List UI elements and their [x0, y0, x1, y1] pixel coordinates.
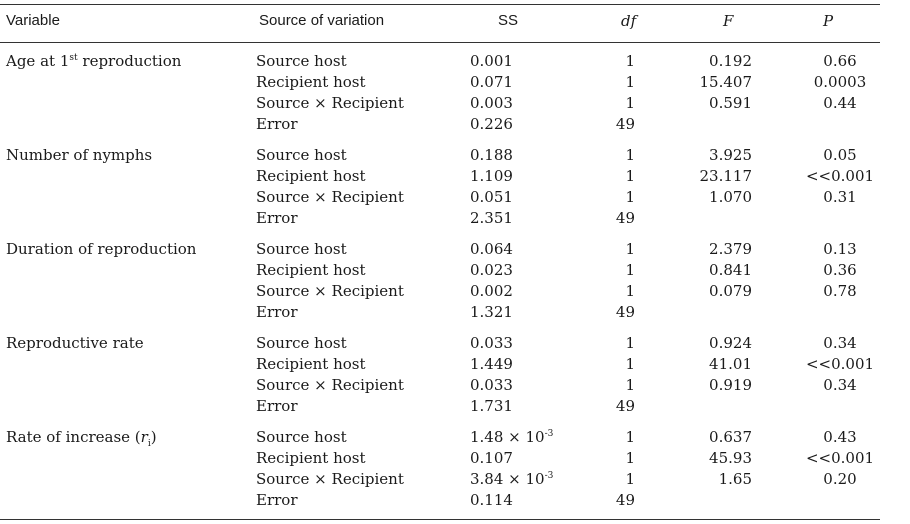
- df-cell: 1: [625, 376, 635, 394]
- source-cell: Source host: [256, 428, 347, 446]
- ss-value: 0.033: [470, 376, 513, 394]
- ss-value: 3.84 × 10: [470, 470, 545, 488]
- f-cell: 2.379: [709, 240, 752, 258]
- ss-value: 1.321: [470, 303, 513, 321]
- df-cell: 1: [625, 470, 635, 488]
- source-cell: Source × Recipient: [256, 376, 404, 394]
- variable-label-superscript: st: [69, 53, 78, 63]
- ss-cell: [470, 449, 513, 467]
- variable-label: [6, 428, 157, 449]
- ss-value: 1.449: [470, 355, 513, 373]
- p-cell: <<0.001: [805, 355, 875, 373]
- ss-cell: [470, 491, 513, 509]
- f-cell: 45.93: [709, 449, 752, 467]
- variable-label: [6, 334, 144, 352]
- f-cell: 0.192: [709, 52, 752, 70]
- source-cell: Error: [256, 209, 298, 227]
- variable-label-text: Reproductive rate: [6, 334, 144, 352]
- ss-cell: [470, 115, 513, 133]
- variable-label-tail: reproduction: [77, 52, 182, 70]
- source-cell: Recipient host: [256, 167, 366, 185]
- ss-value: 0.114: [470, 491, 513, 509]
- ss-value: 1.731: [470, 397, 513, 415]
- df-cell: 1: [625, 167, 635, 185]
- f-cell: 0.924: [709, 334, 752, 352]
- df-cell: 1: [625, 240, 635, 258]
- df-cell: 1: [625, 94, 635, 112]
- df-cell: 49: [615, 303, 635, 321]
- f-cell: 1.65: [718, 470, 752, 488]
- variable-label-text: Duration of reproduction: [6, 240, 197, 258]
- source-cell: Source × Recipient: [256, 94, 404, 112]
- df-cell: 1: [625, 428, 635, 446]
- ss-value: 0.033: [470, 334, 513, 352]
- f-cell: 0.841: [709, 261, 752, 279]
- ss-cell: [470, 470, 553, 488]
- ss-value: 0.071: [470, 73, 513, 91]
- df-cell: 49: [615, 115, 635, 133]
- variable-label-text: Rate of increase (: [6, 428, 141, 446]
- ss-value: 0.107: [470, 449, 513, 467]
- ss-cell: [470, 240, 513, 258]
- df-cell: 49: [615, 491, 635, 509]
- ss-value: 0.051: [470, 188, 513, 206]
- source-cell: Recipient host: [256, 355, 366, 373]
- source-cell: Source host: [256, 146, 347, 164]
- source-cell: Recipient host: [256, 261, 366, 279]
- ss-value: 1.109: [470, 167, 513, 185]
- variable-label-subscript: i: [147, 439, 151, 449]
- header-p: P: [823, 12, 834, 30]
- f-cell: 0.079: [709, 282, 752, 300]
- bottom-rule: [0, 519, 880, 520]
- ss-value: 1.48 × 10: [470, 428, 545, 446]
- source-cell: Error: [256, 491, 298, 509]
- source-cell: Source host: [256, 52, 347, 70]
- df-cell: 1: [625, 73, 635, 91]
- ss-value: 0.188: [470, 146, 513, 164]
- variable-label-text: Number of nymphs: [6, 146, 153, 164]
- header-ss: SS: [498, 12, 519, 29]
- p-cell: <<0.001: [805, 449, 875, 467]
- variable-label-text: Age at 1: [6, 52, 70, 70]
- p-cell: 0.34: [823, 334, 857, 352]
- header-source: Source of variation: [259, 12, 385, 29]
- ss-value: 0.226: [470, 115, 513, 133]
- p-cell: 0.31: [823, 188, 857, 206]
- f-cell: 23.117: [699, 167, 752, 185]
- source-cell: Source × Recipient: [256, 188, 404, 206]
- ss-value: 0.023: [470, 261, 513, 279]
- header-df: df: [621, 12, 637, 30]
- ss-cell: [470, 261, 513, 279]
- p-cell: 0.0003: [813, 73, 867, 91]
- df-cell: 1: [625, 261, 635, 279]
- f-cell: 3.925: [709, 146, 752, 164]
- ss-cell: [470, 94, 513, 112]
- p-cell: 0.66: [823, 52, 857, 70]
- ss-cell: [470, 303, 513, 321]
- ss-cell: [470, 52, 513, 70]
- ss-cell: [470, 428, 553, 446]
- f-cell: 0.919: [709, 376, 752, 394]
- df-cell: 49: [615, 397, 635, 415]
- ss-cell: [470, 167, 513, 185]
- ss-value: 0.002: [470, 282, 513, 300]
- ss-cell: [470, 334, 513, 352]
- p-cell: 0.44: [823, 94, 857, 112]
- variable-label-tail: ): [150, 428, 157, 446]
- f-cell: 41.01: [709, 355, 752, 373]
- ss-exponent: -3: [544, 429, 554, 439]
- variable-label: [6, 240, 196, 258]
- df-cell: 1: [625, 282, 635, 300]
- source-cell: Source × Recipient: [256, 470, 404, 488]
- ss-cell: [470, 188, 513, 206]
- ss-value: 0.001: [470, 52, 513, 70]
- header-variable: Variable: [6, 12, 60, 29]
- source-cell: Source host: [256, 240, 347, 258]
- f-cell: 0.637: [709, 428, 752, 446]
- p-cell: 0.43: [823, 428, 857, 446]
- ss-cell: [470, 397, 513, 415]
- df-cell: 1: [625, 52, 635, 70]
- header-rule: [0, 42, 880, 43]
- f-cell: 15.407: [699, 73, 752, 91]
- ss-cell: [470, 282, 513, 300]
- variable-label-italic: r: [140, 428, 148, 446]
- f-cell: 1.070: [709, 188, 752, 206]
- source-cell: Recipient host: [256, 73, 366, 91]
- source-cell: Error: [256, 303, 298, 321]
- df-cell: 1: [625, 188, 635, 206]
- df-cell: 1: [625, 334, 635, 352]
- source-cell: Recipient host: [256, 449, 366, 467]
- f-cell: 0.591: [709, 94, 752, 112]
- p-cell: 0.34: [823, 376, 857, 394]
- df-cell: 1: [625, 146, 635, 164]
- ss-cell: [470, 146, 513, 164]
- ss-exponent: -3: [544, 471, 554, 481]
- header-f: F: [723, 12, 734, 30]
- df-cell: 49: [615, 209, 635, 227]
- ss-value: 2.351: [470, 209, 513, 227]
- df-cell: 1: [625, 355, 635, 373]
- p-cell: 0.20: [823, 470, 857, 488]
- p-cell: 0.13: [823, 240, 857, 258]
- source-cell: Source × Recipient: [256, 282, 404, 300]
- ss-value: 0.003: [470, 94, 513, 112]
- source-cell: Source host: [256, 334, 347, 352]
- ss-cell: [470, 73, 513, 91]
- variable-label: [6, 146, 152, 164]
- p-cell: <<0.001: [805, 167, 875, 185]
- p-cell: 0.05: [823, 146, 857, 164]
- p-cell: 0.36: [823, 261, 857, 279]
- ss-cell: [470, 209, 513, 227]
- ss-cell: [470, 355, 513, 373]
- source-cell: Error: [256, 115, 298, 133]
- source-cell: Error: [256, 397, 298, 415]
- ss-value: 0.064: [470, 240, 513, 258]
- ss-cell: [470, 376, 513, 394]
- top-rule: [0, 4, 880, 5]
- p-cell: 0.78: [823, 282, 857, 300]
- variable-label: [6, 52, 181, 70]
- df-cell: 1: [625, 449, 635, 467]
